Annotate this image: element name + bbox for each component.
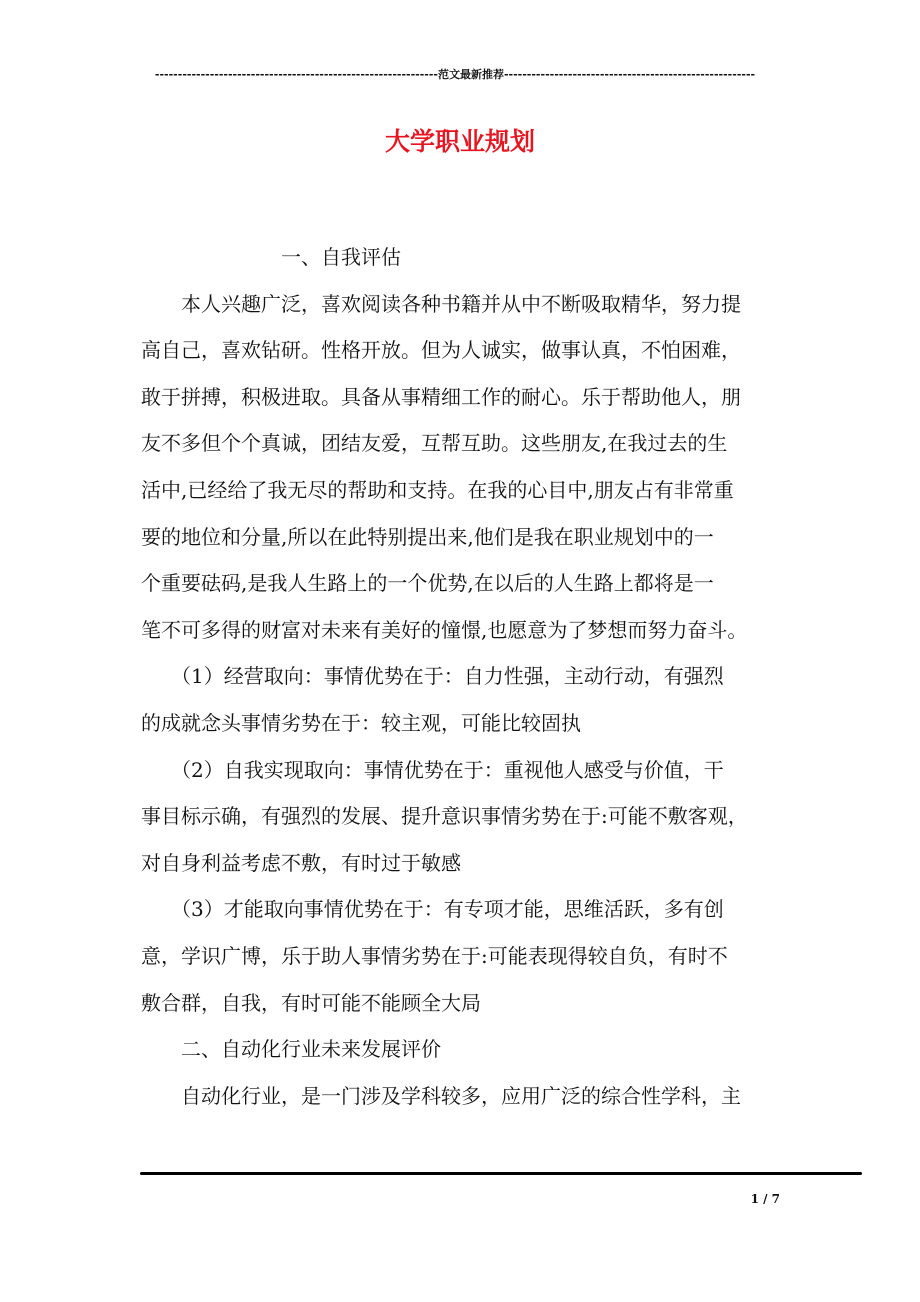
text-line: 敢于拼搏，积极进取。具备从事精细工作的耐心。乐于帮助他人，朋	[141, 384, 741, 409]
document-title: 大学职业规划	[384, 127, 535, 156]
text-line: 高自己，喜欢钻研。性格开放。但为人诚实，做事认真，不怕困难，	[141, 338, 741, 363]
text-line: （1）经营取向：事情优势在于：自力性强，主动行动，有强烈	[141, 664, 724, 689]
text-line: 要的地位和分量,所以在此特别提出来,他们是我在职业规划中的一	[141, 524, 714, 549]
document-body	[141, 234, 791, 1119]
text-line: （2）自我实现取向：事情优势在于：重视他人感受与价值，干	[141, 757, 724, 782]
page-number: 1 / 7	[750, 1192, 780, 1206]
text-line: 一、自我评估	[141, 245, 401, 269]
text-line: 自动化行业，是一门涉及学科较多，应用广泛的综合性学科，主	[141, 1083, 741, 1108]
text-line: 对自身利益考虑不敷，有时过于敏感	[141, 850, 461, 875]
text-line: 意，学识广博，乐于助人事情劣势在于:可能表现得较自负，有时不	[141, 943, 728, 968]
footer-divider	[140, 1172, 862, 1175]
text-line: 的成就念头事情劣势在于：较主观，可能比较固执	[141, 710, 581, 735]
text-line: 个重要砝码,是我人生路上的一个优势,在以后的人生路上都将是一	[141, 571, 714, 596]
text-line: 二、自动化行业未来发展评价	[141, 1037, 441, 1062]
header-recommendation-label: --------------------------------------------------------------范文最新推荐-------------------------------------------------------	[154, 68, 756, 81]
text-line: 活中,已经给了我无尽的帮助和支持。在我的心目中,朋友占有非常重	[141, 477, 734, 502]
text-line: 本人兴趣广泛，喜欢阅读各种书籍并从中不断吸取精华，努力提	[141, 291, 741, 316]
text-line: 笔不可多得的财富对未来有美好的憧憬,也愿意为了梦想而努力奋斗。	[141, 617, 748, 642]
text-line: （3）才能取向事情优势在于：有专项才能，思维活跃，多有创	[141, 897, 724, 922]
text-line: 敷合群，自我，有时可能不能顾全大局	[141, 990, 481, 1015]
text-line: 友不多但个个真诚，团结友爱，互帮互助。这些朋友,在我过去的生	[141, 431, 728, 456]
text-line: 事目标示确，有强烈的发展、提升意识事情劣势在于:可能不敷客观，	[141, 804, 748, 829]
